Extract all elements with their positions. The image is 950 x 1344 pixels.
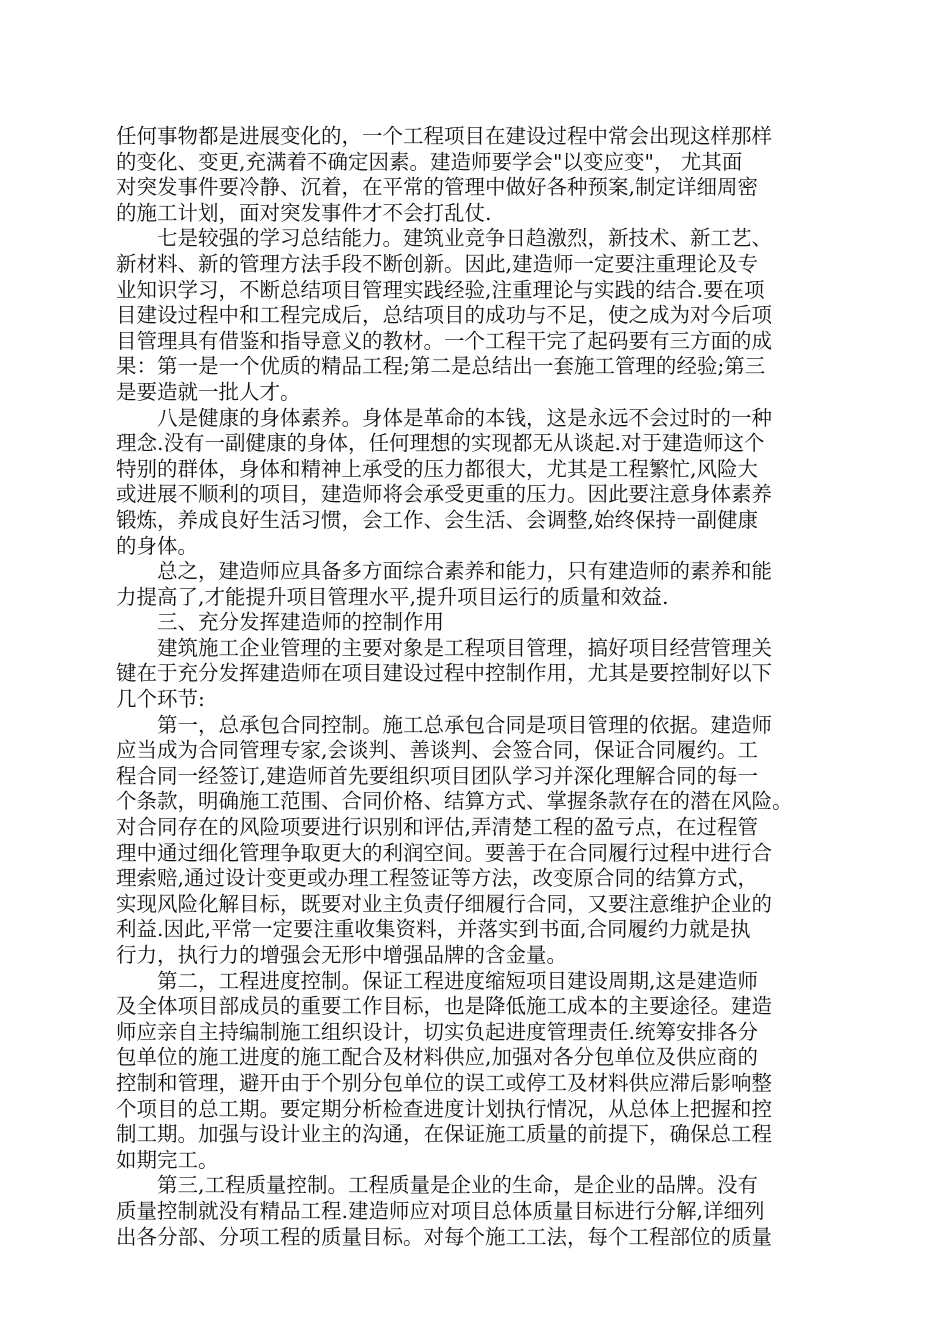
text-line: 键在于充分发挥建造师在项目建设过程中控制作用，尤其是要控制好以下: [116, 661, 772, 686]
text-line: 新材料、新的管理方法手段不断创新。因此,建造师一定要注重理论及专: [116, 251, 759, 276]
text-line: 理念.没有一副健康的身体，任何理想的实现都无从谈起.对于建造师这个: [116, 431, 765, 456]
text-line: 对合同存在的风险项要进行识别和评估,弄清楚工程的盈亏点，在过程管: [116, 815, 759, 840]
text-line: 理索赔,通过设计变更或办理工程签证等方法，改变原合同的结算方式，: [116, 866, 759, 891]
text-line: 控制和管理，避开由于个别分包单位的误工或停工及材料供应滞后影响整: [116, 1070, 772, 1095]
text-line: 程合同一经签订,建造师首先要组织项目团队学习并深化理解合同的每一: [116, 763, 759, 788]
text-line: 实现风险化解目标，既要对业主负责仔细履行合同，又要注意维护企业的: [116, 891, 772, 916]
paragraph: [116, 1173, 838, 1250]
text-line: 利益.因此,平常一定要注重收集资料，并落实到书面,合同履约力就是执: [116, 917, 751, 942]
text-line: 八是健康的身体素养。身体是革命的本钱，这是永远不会过时的一种: [157, 405, 772, 430]
text-line: 包单位的施工进度的施工配合及材料供应,加强对各分包单位及供应商的: [116, 1045, 759, 1070]
text-line: 或进展不顺利的项目，建造师将会承受更重的压力。因此要注意身体素养: [116, 482, 772, 507]
text-line: 的施工计划，面对突发事件才不会打乱仗.: [116, 200, 492, 225]
text-line: 任何事物都是进展变化的，一个工程项目在建设过程中常会出现这样那样: [116, 124, 772, 148]
text-line: 的变化、变更,充满着不确定因素。建造师要学会"以变应变"， 尤其面: [116, 149, 743, 174]
text-line: 总之，建造师应具备多方面综合素养和能力，只有建造师的素养和能: [157, 559, 772, 584]
text-line: 制工期。加强与设计业主的沟通，在保证施工质量的前提下，确保总工程: [116, 1122, 772, 1147]
paragraph: [116, 559, 838, 610]
text-line: 几个环节:: [116, 687, 205, 712]
text-line: 及全体项目部成员的重要工作目标，也是降低施工成本的主要途径。建造: [116, 994, 772, 1019]
text-line: 目建设过程中和工程完成后，总结项目的成功与不足，使之成为对今后项: [116, 303, 772, 328]
text-line: 个条款，明确施工范围、合同价格、结算方式、掌握条款存在的潜在风险。: [116, 789, 793, 814]
text-line: 对突发事件要冷静、沉着，在平常的管理中做好各种预案,制定详细周密: [116, 175, 759, 200]
text-line: 第二，工程进度控制。保证工程进度缩短项目建设周期,这是建造师: [157, 968, 759, 993]
text-line: 特别的群体，身体和精神上承受的压力都很大，尤其是工程繁忙,风险大: [116, 456, 759, 481]
text-line: 目管理具有借鉴和指导意义的教材。一个工程干完了起码要有三方面的成: [116, 328, 772, 353]
text-line: 师应亲自主持编制施工组织设计，切实负起进度管理责任.统筹安排各分: [116, 1019, 759, 1044]
paragraph: [116, 406, 838, 560]
paragraph: [116, 969, 838, 1174]
paragraph: [116, 636, 838, 713]
text-line: 七是较强的学习总结能力。建筑业竞争日趋激烈，新技术、新工艺、: [157, 226, 772, 251]
paragraph: [116, 124, 838, 226]
text-line: 第一，总承包合同控制。施工总承包合同是项目管理的依据。建造师: [157, 712, 772, 737]
text-line: 果：第一是一个优质的精品工程;第二是总结出一套施工管理的经验;第三: [116, 354, 766, 379]
paragraph: [116, 610, 838, 636]
text-line: 力提高了,才能提升项目管理水平,提升项目运行的质量和效益.: [116, 584, 669, 609]
text-line: 质量控制就没有精品工程.建造师应对项目总体质量目标进行分解,详细列: [116, 1198, 765, 1223]
text-line: 建筑施工企业管理的主要对象是工程项目管理，搞好项目经营管理关: [157, 635, 772, 660]
text-line: 理中通过细化管理争取更大的利润空间。要善于在合同履行过程中进行合: [116, 840, 772, 865]
text-line: 的身体。: [116, 533, 198, 558]
text-line: 如期完工。: [116, 1147, 219, 1172]
text-line: 业知识学习，不断总结项目管理实践经验,注重理论与实践的结合.要在项: [116, 277, 765, 302]
text-line: 三、充分发挥建造师的控制作用: [157, 610, 444, 635]
text-line: 应当成为合同管理专家,会谈判、善谈判、会签合同，保证合同履约。工: [116, 738, 759, 763]
document-body: [116, 124, 838, 1250]
paragraph: [116, 226, 838, 405]
text-line: 锻炼，养成良好生活习惯，会工作、会生活、会调整,始终保持一副健康: [116, 507, 759, 532]
text-line: 行力，执行力的增强会无形中增强品牌的含金量。: [116, 943, 567, 967]
text-line: 个项目的总工期。要定期分析检查进度计划执行情况，从总体上把握和控: [116, 1096, 772, 1121]
paragraph: [116, 713, 838, 969]
text-line: 是要造就一批人才。: [116, 379, 301, 404]
text-line: 第三,工程质量控制。工程质量是企业的生命，是企业的品牌。没有: [157, 1173, 759, 1198]
text-line: 出各分部、分项工程的质量目标。对每个施工工法，每个工程部位的质量: [116, 1224, 772, 1249]
